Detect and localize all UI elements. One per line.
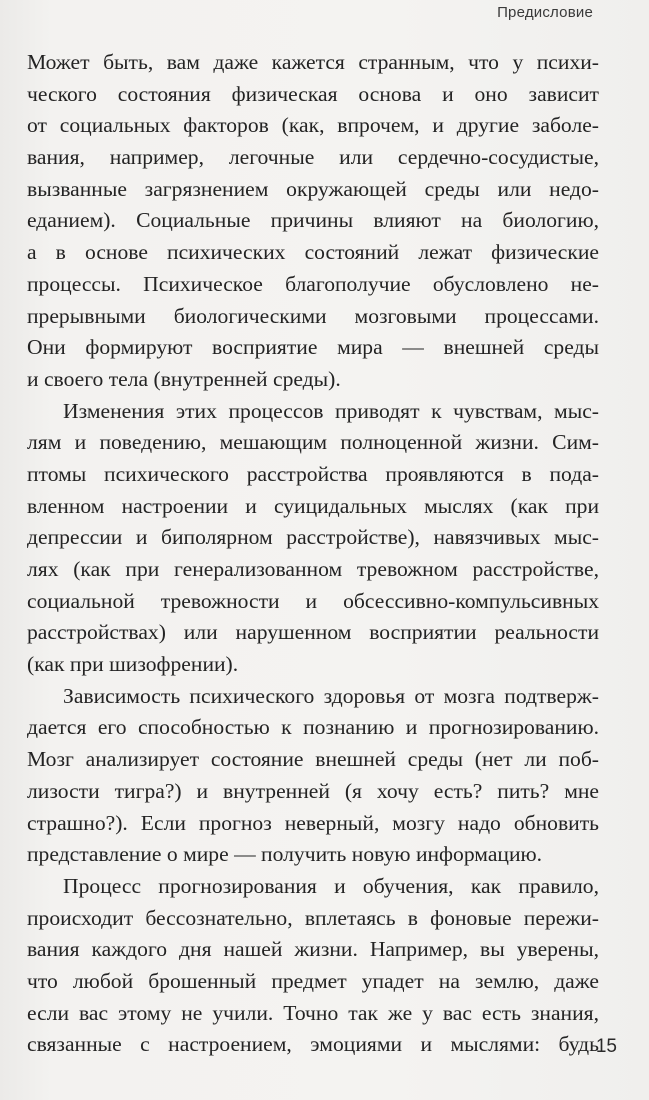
body-text [27,47,599,1061]
text-line: происходит бессознательно, вплетаясь в фоновые пережи- [27,905,599,930]
text-line: социальной тревожности и обсессивно-компульсивных [27,588,599,613]
text-line: Изменения этих процессов приводят к чувствам, мыс- [63,398,599,423]
text-line: вызванные загрязнением окружающей среды или недо- [27,176,599,201]
paragraph [27,871,599,1061]
paragraph [27,47,599,396]
text-line: Они формируют восприятие мира — внешней среды [27,335,599,360]
text-line: Мозг анализирует состояние внешней среды (нет ли поб- [27,747,599,772]
text-line: и своего тела (внутренней среды). [27,366,341,391]
text-line: прерывными биологическими мозговыми процессами. [27,303,599,328]
running-head-title: Предисловие [497,4,593,21]
text-line: Процесс прогнозирования и обучения, как правило, [63,873,599,898]
text-line: (как при шизофрении). [27,652,239,677]
text-line: от социальных факторов (как, впрочем, и другие заболе- [27,113,599,138]
text-line: лизости тигра?) и внутренней (я хочу есть? пить? мне [27,778,599,803]
text-line: что любой брошенный предмет упадет на землю, даже [27,968,599,993]
text-line: Может быть, вам даже кажется странным, что у психи- [27,50,599,74]
text-line: расстройствах) или нарушенном восприятии реальности [27,620,599,645]
text-line: процессы. Психическое благополучие обусловлено не- [27,271,599,296]
text-line: представление о мире — получить новую информацию. [27,842,543,867]
text-line: вания каждого дня нашей жизни. Например, вы уверены, [27,937,599,962]
text-line: птомы психического расстройства проявляются в пода- [27,461,599,486]
text-line: дается его способностью к познанию и прогнозированию. [27,715,599,740]
paragraph [27,396,599,681]
paragraph [27,681,599,871]
text-line: ческого состояния физическая основа и оно зависит [27,81,599,106]
text-line: страшно?). Если прогноз неверный, мозгу надо обновить [27,810,599,835]
text-line: связанные с настроением, эмоциями и мыслями: будь [27,1032,599,1057]
text-line: вания, например, легочные или сердечно-сосудистые, [27,145,599,170]
text-line: вленном настроении и суицидальных мыслях (как при [27,493,599,518]
text-line: лях (как при генерализованном тревожном расстройстве, [27,557,599,581]
text-line: если вас этому не учили. Точно так же у вас есть знания, [27,1000,599,1025]
text-line: депрессии и биполярном расстройстве), навязчивых мыс- [27,525,599,550]
text-line: Зависимость психического здоровья от мозга подтверж- [63,683,599,708]
text-line: еданием). Социальные причины влияют на биологию, [27,208,599,233]
text-line: а в основе психических состояний лежат физические [27,240,599,265]
text-line: лям и поведению, мешающим полноценной жизни. Сим- [27,430,599,455]
page-number: 15 [595,1036,617,1057]
